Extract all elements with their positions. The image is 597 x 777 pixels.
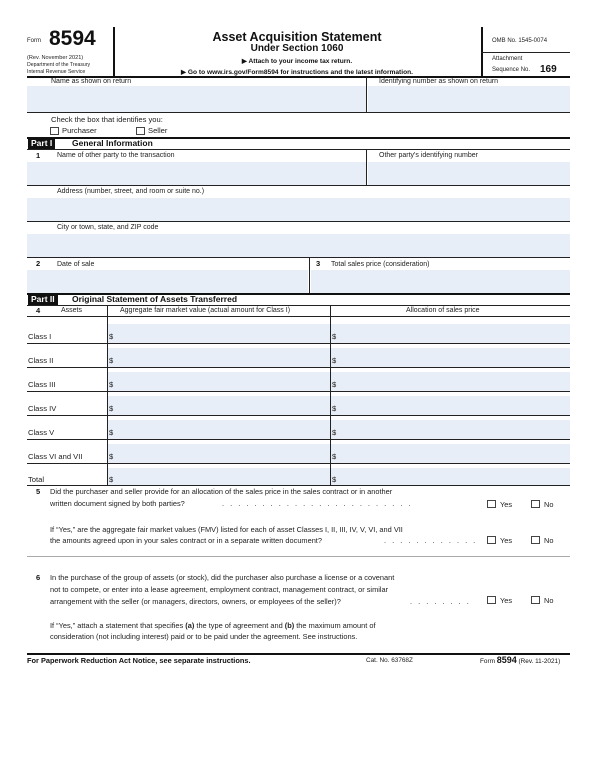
fmv-column-header: Aggregate fair market value (actual amount for Class I) [120,307,291,314]
assets-column-header: Assets [61,307,83,314]
class-2-fmv-field[interactable] [108,348,330,367]
footer-form-id: Form 8594 (Rev. 11-2021) [480,655,561,665]
question5-no-label: No [544,500,554,509]
question5-yes-checkbox[interactable] [487,500,496,508]
other-party-name-label: Name of other party to the transaction [57,152,175,159]
dollar-sign: $ [332,356,337,365]
check-prompt: Check the box that identifies you: [51,115,163,124]
seller-checkbox[interactable] [136,127,145,135]
class-5-fmv-field[interactable] [108,420,330,439]
attach-instruction: ▶ Attach to your income tax return. [241,58,353,65]
question5b-text-line2: the amounts agreed upon in your sales contract or in a separate written document? [50,536,322,545]
class-1-fmv-field[interactable] [108,324,330,343]
dollar-sign: $ [332,380,337,389]
total-sales-price-label: Total sales price (consideration) [331,261,430,268]
question5-text-line1: Did the purchaser and seller provide for an allocation of the sales price in the sales contract or in another [50,487,393,496]
total-fmv-field[interactable] [108,468,330,485]
class-6-7-fmv-field[interactable] [108,444,330,463]
city-label: City or town, state, and ZIP code [57,224,159,231]
part1-title: General Information [72,138,153,148]
dollar-sign: $ [332,404,337,413]
identifying-number-label: Identifying number as shown on return [379,78,499,85]
dollar-sign: $ [109,475,114,484]
purchaser-label: Purchaser [62,126,97,135]
other-party-name-field[interactable] [27,162,366,185]
line3-number: 3 [316,259,321,268]
date-of-sale-field[interactable] [27,270,308,293]
question6-leader-dots: . . . . . . . . [410,597,471,606]
class-6-7-allocation-field[interactable] [331,444,570,463]
question6-yes-checkbox[interactable] [487,596,496,604]
other-party-id-label: Other party's identifying number [379,152,478,159]
attachment-label: Attachment [492,56,523,62]
allocation-column-header: Allocation of sales price [406,307,480,314]
line2-number: 2 [36,259,41,268]
dollar-sign: $ [332,428,337,437]
question6-text-line1: In the purchase of the group of assets (or stock), did the purchaser also purchase a license or a covenant [50,573,395,582]
dollar-sign: $ [109,404,114,413]
question5b-yes-label: Yes [500,536,513,545]
omb-number: OMB No. 1545-0074 [492,38,548,44]
question5-text-line2: written document signed by both parties? [50,499,185,508]
part2-tag: Part II [28,294,58,305]
class-4-fmv-field[interactable] [108,396,330,415]
question5-no-checkbox[interactable] [531,500,540,508]
row-label: Total [28,475,45,484]
agency: Internal Revenue Service [27,69,86,75]
purchaser-checkbox[interactable] [50,127,59,135]
question5b-yes-checkbox[interactable] [487,536,496,544]
total-allocation-field[interactable] [331,468,570,485]
question6-number: 6 [36,573,41,582]
city-field[interactable] [27,234,570,257]
department: Department of the Treasury [27,62,91,68]
row-label: Class I [28,332,52,341]
row-label: Class II [28,356,54,365]
dollar-sign: $ [109,332,114,341]
dollar-sign: $ [109,356,114,365]
class-3-fmv-field[interactable] [108,372,330,391]
question6-text-line3: arrangement with the seller (or managers, directors, owners, or employees of the seller)? [50,597,341,606]
line4-number: 4 [36,306,41,315]
other-party-id-field[interactable] [368,162,570,185]
question5b-no-label: No [544,536,554,545]
class-1-allocation-field[interactable] [331,324,570,343]
form-title: Asset Acquisition Statement [212,30,382,44]
question5-yes-label: Yes [500,500,513,509]
address-label: Address (number, street, and room or suite no.) [57,188,205,195]
question5-leader-dots: . . . . . . . . . . . . . . . . . . . . . . . . [222,499,413,508]
row-label: Class VI and VII [28,452,83,461]
class-4-allocation-field[interactable] [331,396,570,415]
revision-date: (Rev. November 2021) [27,55,84,61]
class-3-allocation-field[interactable] [331,372,570,391]
question5b-no-checkbox[interactable] [531,536,540,544]
row-label: Class III [28,380,56,389]
row-label: Class V [28,428,55,437]
form-number: 8594 [49,27,96,50]
row-label: Class IV [28,404,57,413]
dollar-sign: $ [332,452,337,461]
paperwork-notice: For Paperwork Reduction Act Notice, see separate instructions. [27,656,251,665]
dollar-sign: $ [109,452,114,461]
question6b-text-line1: If “Yes,” attach a statement that specifies (a) the type of agreement and (b) the maximum amount of [50,621,376,630]
address-field[interactable] [27,198,570,221]
line1-number: 1 [36,151,41,160]
catalog-number: Cat. No. 63768Z [366,657,413,664]
name-label: Name as shown on return [51,78,132,85]
dollar-sign: $ [332,475,337,484]
question6b-text-line2: consideration (not including interest) paid or to be paid under the agreement. See instructions. [50,632,358,641]
question6-no-label: No [544,596,554,605]
sequence-number: 169 [540,64,557,75]
part2-title: Original Statement of Assets Transferred [72,294,238,304]
question6-no-checkbox[interactable] [531,596,540,604]
part1-tag: Part I [28,138,55,149]
sequence-label: Sequence No. [492,67,531,73]
seller-label: Seller [148,126,168,135]
class-2-allocation-field[interactable] [331,348,570,367]
form-word: Form [27,38,41,44]
name-field[interactable] [27,86,366,112]
total-sales-price-field[interactable] [311,270,570,293]
question6-text-line2: not to compete, or enter into a lease agreement, employment contract, management contract, or similar [50,585,389,594]
date-of-sale-label: Date of sale [57,261,95,268]
question5-number: 5 [36,487,41,496]
question5b-leader-dots: . . . . . . . . . . . . [384,536,478,545]
identifying-number-field[interactable] [368,86,570,112]
class-5-allocation-field[interactable] [331,420,570,439]
dollar-sign: $ [332,332,337,341]
form-subtitle: Under Section 1060 [250,43,344,54]
question5b-text-line1: If “Yes,” are the aggregate fair market values (FMV) listed for each of asset Classes I, II, III, IV, V, VI, and VII [50,525,403,534]
dollar-sign: $ [109,428,114,437]
question6-yes-label: Yes [500,596,513,605]
goto-instruction: ▶ Go to www.irs.gov/Form8594 for instructions and the latest information. [181,69,413,76]
dollar-sign: $ [109,380,114,389]
